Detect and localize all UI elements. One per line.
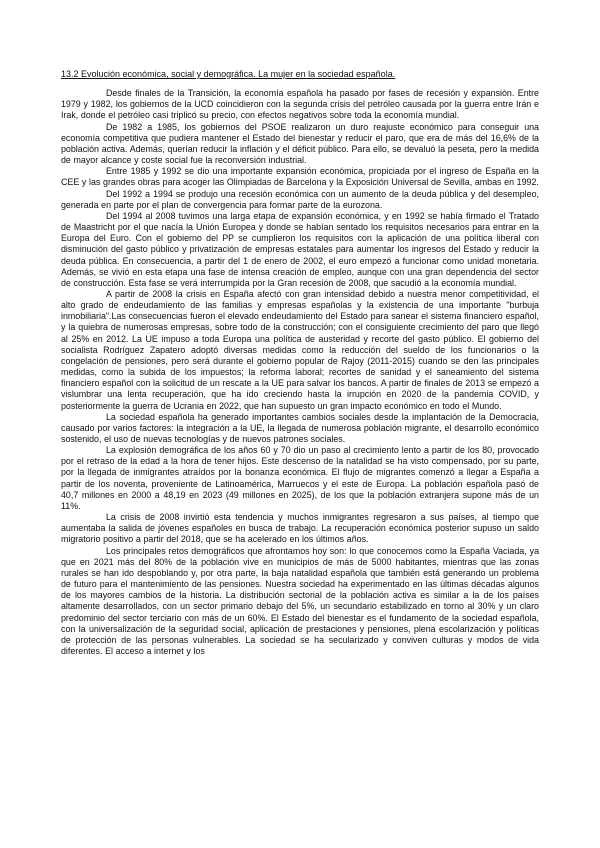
paragraph-migration-reversal: La crisis de 2008 invirtió esta tendencia y muchos inmigrantes regresaron a sus países, al tiempo que aumentaba la salida de jóvenes españoles en busca de trabajo. La recuperación económica posterior supuso un saldo migratorio positivo a partir del 2018, que se ha acelerado en los últimos años.: [61, 512, 539, 545]
paragraph-demographic-explosion: La explosión demográfica de los años 60 y 70 dio un paso al crecimiento lento a partir de los 80, provocado por el retraso de la edad a la hora de tener hijos. Este descenso de la natalidad se ha visto compensado, por su parte, por la llegada de inmigrantes atraídos por la bonanza económica. El flujo de migrantes comenzó a llegar a España a partir de los noventa, proveniente de Latinoamérica, Marruecos y el este de Europa. La población española pasó de 40,7 millones en 2000 a 48,19 en 2023 (49 millones en 2025), de los que la población extranjera supone más de un 11%.: [61, 445, 539, 511]
paragraph-social-changes: La sociedad española ha generado importantes cambios sociales desde la implantación de la Democracia, causado por varios factores: la integración a la UE, la llegada de numerosa población migrante, el desarrollo económico sostenido, el uso de nuevas tecnologías y de nuevos patrones sociales.: [61, 411, 539, 444]
paragraph-expansion-1994-2008: Del 1994 al 2008 tuvimos una larga etapa de expansión económica, y en 1992 se había firmado el Tratado de Maastricht por el que nacía la Unión Europea y donde se habían sentado los requisitos necesarios para entrar en la Europa del Euro. Con el gobierno del PP se cumplieron los requisitos con la aplicación de una política liberal con disminución del gasto público y privatización de empresas estatales para aumentar los ingresos del Estado y reducir la deuda pública. En consecuencia, a partir del 1 de enero de 2002, el euro empezó a funcionar como unidad monetaria. Además, se vivió en esta etapa una fase de intensa creación de empleo, aunque con una gran dependencia del sector de construcción. Esta fase se verá interrumpida por la Gran recesión de 2008, que sacudió a la economía mundial.: [61, 210, 539, 288]
document-body: [61, 69, 539, 657]
paragraph-expansion-1985-1992: Entre 1985 y 1992 se dio una importante expansión económica, propiciada por el ingreso de España en la CEE y las grandes obras para acoger las Olimpiadas de Barcelona y la Exposición Universal de Sevilla, ambas en 1992.: [61, 166, 539, 188]
paragraph-crisis-2008: A partir de 2008 la crisis en España afectó con gran intensidad debido a nuestra menor competitividad, el alto grado de endeudamiento de las familias y empresas españolas y la existencia de una importante "burbuja inmobiliaria".Las consecuencias fueron el elevado endeudamiento del Estado para sanear el sistema financiero español, y la quiebra de numerosas empresas, sobre todo de la construcción; con el consiguiente crecimiento del paro que llegó al 25% en 2012. La UE impuso a toda Europa una política de austeridad y recorte del gasto público. El gobierno del socialista Rodríguez Zapatero adoptó diversas medidas como la reducción del sueldo de los funcionarios o la congelación de pensiones, pero será durante el gobierno popular de Rajoy (2011-2015) cuando se den las principales medidas, como la subida de los impuestos; la reforma laboral; recortes de sanidad y el saneamiento del sistema financiero español con la solicitud de un rescate a la UE para salvar los bancos. A partir de finales de 2013 se empezó a vislumbrar una lenta recuperación, que ha ido creciendo hasta la irrupción en 2020 de la pandemia COVID, y posteriormente la guerra de Ucrania en 2022, que han supuesto un gran impacto económico en todo el Mundo.: [61, 288, 539, 411]
paragraph-demographic-challenges: Los principales retos demográficos que afrontamos hoy son: lo que conocemos como la España Vaciada, ya que en 2021 más del 80% de la población vive en municipios de más de 5000 habitantes, mientras que las zonas rurales se han ido despoblando y, por otra parte, la baja natalidad española que también está generando un problema de futuro para el mantenimiento de las pensiones. Nuestra sociedad ha experimentado en las últimas décadas algunos de los mayores cambios de la historia. La distribución sectorial de la población activa es similar a la de los países altamente desarrollados, con un sector primario debajo del 5%, un secundario estabilizado en torno al 30% y un claro predominio del sector terciario con más de un 60%. El Estado del bienestar es el fundamento de la sociedad española, con la universalización de la seguridad social, aplicación de prestaciones y pensiones, plena escolarización y políticas de protección de las personas vulnerables. La sociedad se ha secularizado y conviven culturas y modos de vida diferentes. El acceso a internet y los: [61, 545, 539, 656]
section-title: 13.2 Evolución económica, social y demográfica. La mujer en la sociedad española.: [61, 69, 396, 79]
paragraph-recession-1992-1994: Del 1992 a 1994 se produjo una recesión económica con un aumento de la deuda pública y del desempleo, generada en parte por el plan de convergencia para formar parte de la eurozona.: [61, 188, 539, 210]
paragraph-psoe-readjustment: De 1982 a 1985, los gobiernos del PSOE realizaron un duro reajuste económico para conseguir una economía competitiva que pudiera mantener el Estado del bienestar y reducir el paro, que era de más del 16,6% de la población activa. Además, querían reducir la inflación y el déficit público. Para ello, se devaluó la peseta, pero la medida de mayor alcance y coste social fue la reconversión industrial.: [61, 121, 539, 166]
paragraph-transition-recessions: Desde finales de la Transición, la economía española ha pasado por fases de recesión y expansión. Entre 1979 y 1982, los gobiernos de la UCD coincidieron con la segunda crisis del petróleo causada por la guerra entre Irán e Irak, donde el petróleo casi triplicó su precio, con efectos negativos sobre toda la economía mundial.: [61, 88, 539, 121]
